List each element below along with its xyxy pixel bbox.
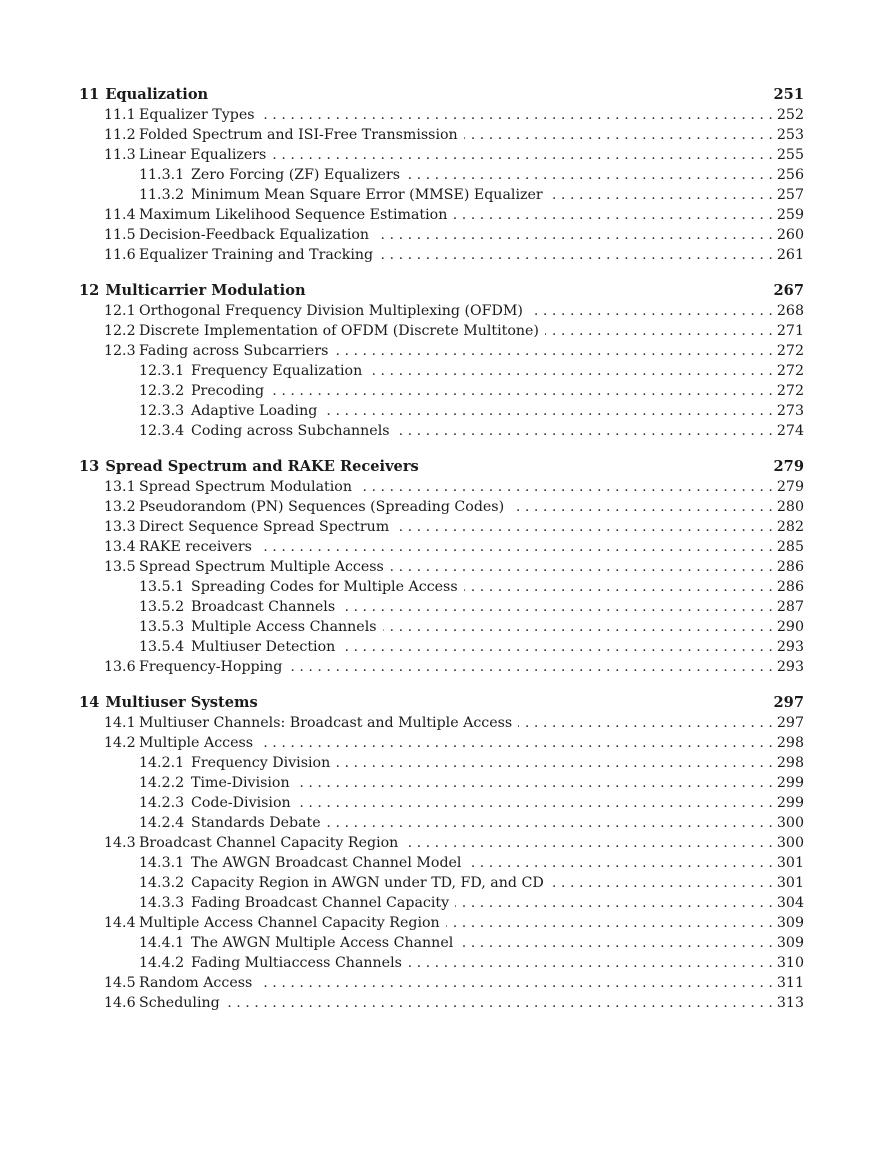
entry-number: 13.5.3	[139, 619, 185, 635]
chapter-heading[interactable]	[79, 693, 804, 713]
toc-section-entry[interactable]	[79, 993, 804, 1013]
toc-subsection-entry[interactable]	[79, 773, 804, 793]
toc-section-entry[interactable]	[79, 245, 804, 265]
entry-page-number: 256	[776, 167, 804, 183]
entry-number: 14.2.1	[139, 755, 185, 771]
entry-title: Folded Spectrum and ISI-Free Transmission	[139, 127, 458, 143]
entry-page-number: 311	[776, 975, 804, 991]
entry-title: Random Access	[139, 975, 253, 991]
chapter-page-number: 279	[773, 458, 804, 475]
entry-number: 12.3.1	[139, 363, 185, 379]
entry-number: 11.3.2	[139, 187, 185, 203]
entry-title: Multiple Access	[139, 735, 254, 751]
dot-leader	[455, 893, 773, 913]
toc-subsection-entry[interactable]	[79, 933, 804, 953]
dot-leader	[446, 913, 773, 933]
dot-leader	[368, 361, 773, 381]
entry-page-number: 253	[776, 127, 804, 143]
entry-title: Linear Equalizers	[139, 147, 267, 163]
entry-number: 11.2	[104, 127, 136, 143]
dot-leader	[379, 245, 773, 265]
entry-page-number: 261	[776, 247, 804, 263]
entry-title: Capacity Region in AWGN under TD, FD, and CD	[191, 875, 544, 891]
entry-page-number: 286	[776, 559, 804, 575]
chapter-block	[79, 457, 804, 677]
entry-number: 14.3.2	[139, 875, 185, 891]
dot-leader	[226, 993, 773, 1013]
entry-title: Multiple Access Channel Capacity Region	[139, 915, 440, 931]
dot-leader	[358, 477, 773, 497]
entry-number: 13.2	[104, 499, 136, 515]
toc-section-entry[interactable]	[79, 301, 804, 321]
chapter-number: 13	[79, 458, 100, 475]
entry-title: Equalizer Types	[139, 107, 255, 123]
entry-number: 14.6	[104, 995, 136, 1011]
entry-number: 14.3.3	[139, 895, 185, 911]
entry-number: 11.4	[104, 207, 136, 223]
entry-page-number: 300	[776, 835, 804, 851]
toc-subsection-entry[interactable]	[79, 893, 804, 913]
dot-leader	[341, 637, 773, 657]
toc-subsection-entry[interactable]	[79, 381, 804, 401]
toc-subsection-entry[interactable]	[79, 185, 804, 205]
chapter-block	[79, 85, 804, 265]
entry-title: Broadcast Channels	[191, 599, 336, 615]
entry-page-number: 299	[776, 795, 804, 811]
entry-number: 14.2	[104, 735, 136, 751]
entry-title: Fading Multiaccess Channels	[191, 955, 402, 971]
entry-title: Zero Forcing (ZF) Equalizers	[191, 167, 401, 183]
toc-section-entry[interactable]	[79, 497, 804, 517]
entry-title: Code-Division	[191, 795, 291, 811]
entry-page-number: 293	[776, 659, 804, 675]
dot-leader	[323, 401, 773, 421]
chapter-heading[interactable]	[79, 281, 804, 301]
entry-number: 13.5.2	[139, 599, 185, 615]
entry-title: Fading across Subcarriers	[139, 343, 329, 359]
entry-title: Fading Broadcast Channel Capacity	[191, 895, 450, 911]
dot-leader	[459, 933, 773, 953]
entry-title: Spread Spectrum Multiple Access	[139, 559, 384, 575]
entry-number: 13.5	[104, 559, 136, 575]
chapter-title: Equalization	[105, 86, 209, 103]
entry-title: The AWGN Multiple Access Channel	[191, 935, 454, 951]
entry-page-number: 313	[776, 995, 804, 1011]
entry-number: 12.3.2	[139, 383, 185, 399]
chapter-number: 11	[79, 86, 100, 103]
chapter-page-number: 267	[773, 282, 804, 299]
dot-leader	[510, 497, 773, 517]
chapter-page-number: 251	[773, 86, 804, 103]
entry-page-number: 310	[776, 955, 804, 971]
toc-section-entry[interactable]	[79, 321, 804, 341]
dot-leader	[453, 205, 773, 225]
entry-number: 12.1	[104, 303, 136, 319]
dot-leader	[406, 165, 773, 185]
dot-leader	[259, 733, 773, 753]
entry-title: Coding across Subchannels	[191, 423, 390, 439]
toc-subsection-entry[interactable]	[79, 577, 804, 597]
toc-subsection-entry[interactable]	[79, 401, 804, 421]
entry-title: Maximum Likelihood Sequence Estimation	[139, 207, 448, 223]
toc-section-entry[interactable]	[79, 145, 804, 165]
dot-leader	[545, 321, 773, 341]
entry-number: 11.3	[104, 147, 136, 163]
dot-leader	[375, 225, 773, 245]
entry-number: 14.2.4	[139, 815, 185, 831]
chapter-title: Spread Spectrum and RAKE Receivers	[105, 458, 419, 475]
entry-number: 14.2.2	[139, 775, 185, 791]
dot-leader	[390, 557, 773, 577]
entry-number: 12.3	[104, 343, 136, 359]
toc-section-entry[interactable]	[79, 557, 804, 577]
toc-section-entry[interactable]	[79, 125, 804, 145]
entry-title: RAKE receivers	[139, 539, 252, 555]
entry-page-number: 272	[776, 383, 804, 399]
entry-number: 14.1	[104, 715, 136, 731]
entry-title: Adaptive Loading	[191, 403, 318, 419]
toc-subsection-entry[interactable]	[79, 597, 804, 617]
chapter-number: 14	[79, 694, 100, 711]
entry-number: 11.5	[104, 227, 136, 243]
dot-leader	[327, 813, 773, 833]
toc-section-entry[interactable]	[79, 657, 804, 677]
entry-page-number: 273	[776, 403, 804, 419]
entry-title: Spread Spectrum Modulation	[139, 479, 352, 495]
entry-title: Pseudorandom (PN) Sequences (Spreading Codes)	[139, 499, 505, 515]
toc-section-entry[interactable]	[79, 973, 804, 993]
entry-page-number: 304	[776, 895, 804, 911]
entry-number: 14.3	[104, 835, 136, 851]
entry-title: Frequency Equalization	[191, 363, 363, 379]
entry-title: Multiuser Detection	[191, 639, 336, 655]
entry-title: Decision-Feedback Equalization	[139, 227, 370, 243]
entry-number: 11.3.1	[139, 167, 185, 183]
dot-leader	[272, 145, 773, 165]
dot-leader	[288, 657, 773, 677]
entry-number: 14.3.1	[139, 855, 185, 871]
entry-page-number: 260	[776, 227, 804, 243]
entry-title: The AWGN Broadcast Channel Model	[191, 855, 462, 871]
dot-leader	[270, 381, 773, 401]
chapter-heading[interactable]	[79, 85, 804, 105]
entry-number: 14.5	[104, 975, 136, 991]
entry-title: Multiple Access Channels	[191, 619, 377, 635]
dot-leader	[518, 713, 773, 733]
toc-subsection-entry[interactable]	[79, 421, 804, 441]
entry-page-number: 309	[776, 935, 804, 951]
entry-number: 13.5.1	[139, 579, 185, 595]
entry-page-number: 299	[776, 775, 804, 791]
entry-page-number: 298	[776, 735, 804, 751]
chapter-block	[79, 693, 804, 1013]
toc-subsection-entry[interactable]	[79, 753, 804, 773]
entry-title: Spreading Codes for Multiple Access	[191, 579, 458, 595]
dot-leader	[258, 973, 773, 993]
entry-number: 13.5.4	[139, 639, 185, 655]
entry-number: 13.1	[104, 479, 136, 495]
entry-page-number: 297	[776, 715, 804, 731]
dot-leader	[258, 537, 773, 557]
dot-leader	[396, 421, 773, 441]
toc-section-entry[interactable]	[79, 537, 804, 557]
entry-title: Precoding	[191, 383, 265, 399]
entry-number: 12.2	[104, 323, 136, 339]
dot-leader	[383, 617, 773, 637]
toc-subsection-entry[interactable]	[79, 813, 804, 833]
entry-title: Standards Debate	[191, 815, 321, 831]
entry-page-number: 298	[776, 755, 804, 771]
entry-page-number: 272	[776, 363, 804, 379]
toc-subsection-entry[interactable]	[79, 953, 804, 973]
entry-page-number: 309	[776, 915, 804, 931]
dot-leader	[334, 341, 773, 361]
toc-section-entry[interactable]	[79, 833, 804, 853]
toc-section-entry[interactable]	[79, 205, 804, 225]
entry-number: 13.3	[104, 519, 136, 535]
dot-leader	[297, 793, 773, 813]
toc-subsection-entry[interactable]	[79, 873, 804, 893]
entry-page-number: 257	[776, 187, 804, 203]
entry-page-number: 290	[776, 619, 804, 635]
dot-leader	[467, 853, 772, 873]
toc-subsection-entry[interactable]	[79, 637, 804, 657]
entry-page-number: 279	[776, 479, 804, 495]
dot-leader	[296, 773, 773, 793]
entry-page-number: 287	[776, 599, 804, 615]
toc-subsection-entry[interactable]	[79, 165, 804, 185]
entry-title: Multiuser Channels: Broadcast and Multiple Access	[139, 715, 513, 731]
toc-subsection-entry[interactable]	[79, 793, 804, 813]
toc-subsection-entry[interactable]	[79, 617, 804, 637]
toc-subsection-entry[interactable]	[79, 853, 804, 873]
chapter-number: 12	[79, 282, 100, 299]
entry-title: Direct Sequence Spread Spectrum	[139, 519, 390, 535]
entry-title: Frequency-Hopping	[139, 659, 283, 675]
entry-page-number: 280	[776, 499, 804, 515]
toc-subsection-entry[interactable]	[79, 361, 804, 381]
dot-leader	[336, 753, 773, 773]
toc-section-entry[interactable]	[79, 105, 804, 125]
dot-leader	[261, 105, 773, 125]
entry-page-number: 286	[776, 579, 804, 595]
dot-leader	[464, 577, 773, 597]
entry-title: Orthogonal Frequency Division Multiplexing (OFDM)	[139, 303, 523, 319]
entry-number: 12.3.4	[139, 423, 185, 439]
dot-leader	[395, 517, 773, 537]
chapter-block	[79, 281, 804, 441]
entry-title: Equalizer Training and Tracking	[139, 247, 374, 263]
entry-page-number: 255	[776, 147, 804, 163]
entry-page-number: 301	[776, 875, 804, 891]
table-of-contents	[79, 85, 804, 1013]
entry-page-number: 274	[776, 423, 804, 439]
toc-section-entry[interactable]	[79, 517, 804, 537]
dot-leader	[464, 125, 773, 145]
entry-title: Frequency Division	[191, 755, 331, 771]
toc-section-entry[interactable]	[79, 913, 804, 933]
chapter-title: Multicarrier Modulation	[105, 282, 306, 299]
entry-title: Discrete Implementation of OFDM (Discrete Multitone)	[139, 323, 539, 339]
dot-leader	[549, 185, 773, 205]
chapter-heading[interactable]	[79, 457, 804, 477]
toc-section-entry[interactable]	[79, 733, 804, 753]
entry-number: 14.4.1	[139, 935, 185, 951]
entry-number: 13.4	[104, 539, 136, 555]
dot-leader	[529, 301, 773, 321]
entry-number: 14.4.2	[139, 955, 185, 971]
toc-section-entry[interactable]	[79, 477, 804, 497]
entry-title: Minimum Mean Square Error (MMSE) Equalizer	[191, 187, 543, 203]
entry-page-number: 272	[776, 343, 804, 359]
entry-page-number: 268	[776, 303, 804, 319]
dot-leader	[341, 597, 773, 617]
toc-section-entry[interactable]	[79, 341, 804, 361]
entry-page-number: 300	[776, 815, 804, 831]
entry-page-number: 252	[776, 107, 804, 123]
entry-title: Broadcast Channel Capacity Region	[139, 835, 399, 851]
entry-number: 12.3.3	[139, 403, 185, 419]
entry-number: 13.6	[104, 659, 136, 675]
entry-title: Scheduling	[139, 995, 220, 1011]
entry-title: Time-Division	[191, 775, 290, 791]
entry-page-number: 301	[776, 855, 804, 871]
entry-page-number: 282	[776, 519, 804, 535]
entry-number: 14.4	[104, 915, 136, 931]
dot-leader	[408, 953, 773, 973]
entry-page-number: 285	[776, 539, 804, 555]
entry-number: 14.2.3	[139, 795, 185, 811]
dot-leader	[404, 833, 773, 853]
dot-leader	[550, 873, 773, 893]
entry-number: 11.1	[104, 107, 136, 123]
toc-section-entry[interactable]	[79, 713, 804, 733]
chapter-title: Multiuser Systems	[105, 694, 258, 711]
entry-page-number: 271	[776, 323, 804, 339]
entry-page-number: 259	[776, 207, 804, 223]
chapter-page-number: 297	[773, 694, 804, 711]
toc-section-entry[interactable]	[79, 225, 804, 245]
entry-page-number: 293	[776, 639, 804, 655]
entry-number: 11.6	[104, 247, 136, 263]
